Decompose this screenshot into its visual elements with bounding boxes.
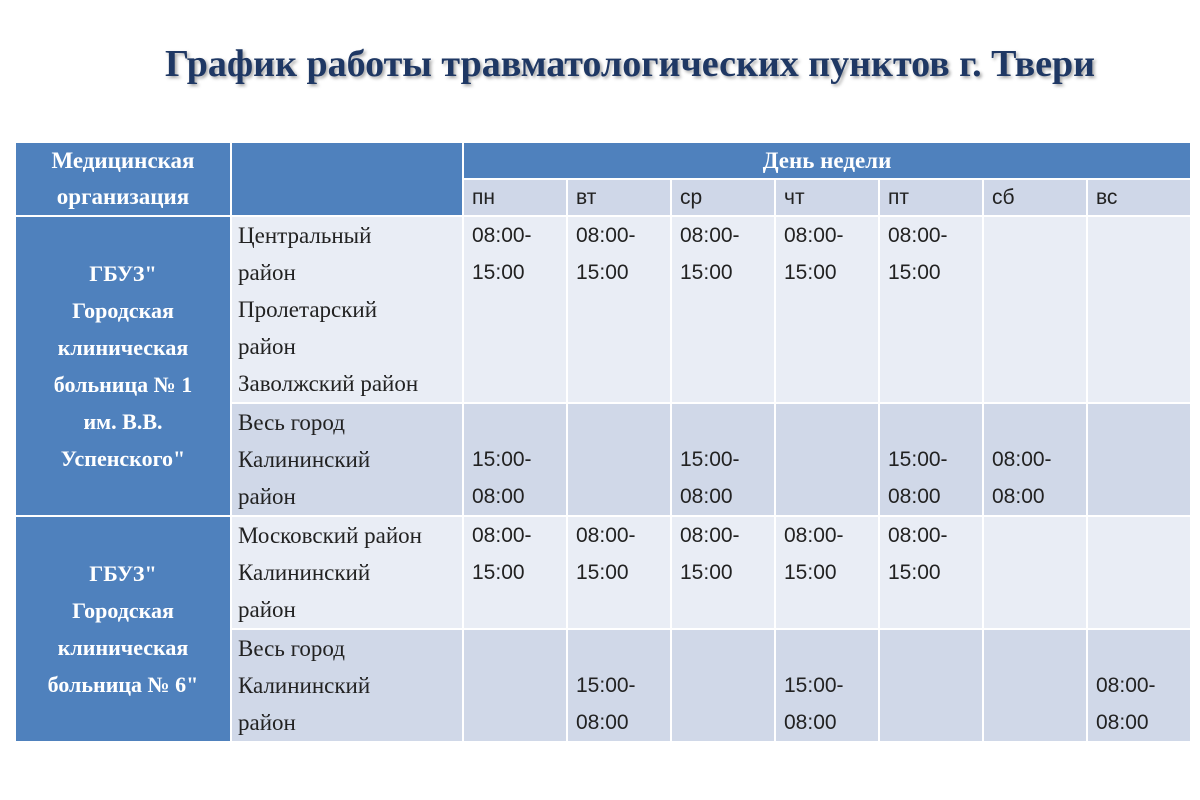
district-cell: Центральный район Пролетарский район Заволжский район bbox=[231, 216, 463, 403]
time-cell: 15:00- 08:00 bbox=[463, 403, 567, 516]
district-cell: Весь город Калининский район bbox=[231, 403, 463, 516]
time-cell bbox=[1087, 516, 1191, 629]
time-cell: 08:00- 15:00 bbox=[879, 516, 983, 629]
time-cell: 08:00- 15:00 bbox=[567, 216, 671, 403]
time-cell: 15:00- 08:00 bbox=[879, 403, 983, 516]
org-cell: ГБУЗ" Городская клиническая больница № 1 им. В.В. Успенского" bbox=[15, 216, 231, 516]
table-row bbox=[15, 516, 1191, 629]
time-cell: 08:00- 15:00 bbox=[567, 516, 671, 629]
day-header: сб bbox=[983, 179, 1087, 216]
time-cell bbox=[463, 629, 567, 742]
time-cell: 08:00- 15:00 bbox=[671, 216, 775, 403]
time-cell: 08:00- 15:00 bbox=[775, 516, 879, 629]
time-cell bbox=[1087, 216, 1191, 403]
day-header: вс bbox=[1087, 179, 1191, 216]
time-cell bbox=[1087, 403, 1191, 516]
header-row bbox=[15, 142, 1191, 179]
org-column-header: Медицинская организация bbox=[15, 142, 231, 216]
weekday-group-header: День недели bbox=[463, 142, 1191, 179]
org-cell: ГБУЗ" Городская клиническая больница № 6" bbox=[15, 516, 231, 742]
time-cell bbox=[983, 216, 1087, 403]
time-cell bbox=[671, 629, 775, 742]
table-row bbox=[15, 216, 1191, 403]
time-cell: 15:00- 08:00 bbox=[567, 629, 671, 742]
day-header: пт bbox=[879, 179, 983, 216]
time-cell: 08:00- 15:00 bbox=[463, 216, 567, 403]
time-cell: 15:00- 08:00 bbox=[775, 629, 879, 742]
time-cell: 08:00- 15:00 bbox=[463, 516, 567, 629]
time-cell bbox=[983, 516, 1087, 629]
time-cell bbox=[567, 403, 671, 516]
page-title: График работы травматологических пунктов г. Твери bbox=[164, 43, 1096, 85]
time-cell bbox=[983, 629, 1087, 742]
time-cell: 08:00- 15:00 bbox=[879, 216, 983, 403]
day-header: ср bbox=[671, 179, 775, 216]
time-cell: 08:00- 15:00 bbox=[775, 216, 879, 403]
time-cell: 08:00- 08:00 bbox=[1087, 629, 1191, 742]
time-cell bbox=[775, 403, 879, 516]
time-cell: 08:00- 15:00 bbox=[671, 516, 775, 629]
day-header: пн bbox=[463, 179, 567, 216]
district-cell: Московский район Калининский район bbox=[231, 516, 463, 629]
time-cell: 15:00- 08:00 bbox=[671, 403, 775, 516]
district-column-header bbox=[231, 142, 463, 216]
district-cell: Весь город Калининский район bbox=[231, 629, 463, 742]
time-cell: 08:00- 08:00 bbox=[983, 403, 1087, 516]
day-header: вт bbox=[567, 179, 671, 216]
schedule-table bbox=[14, 141, 1192, 743]
day-header: чт bbox=[775, 179, 879, 216]
time-cell bbox=[879, 629, 983, 742]
